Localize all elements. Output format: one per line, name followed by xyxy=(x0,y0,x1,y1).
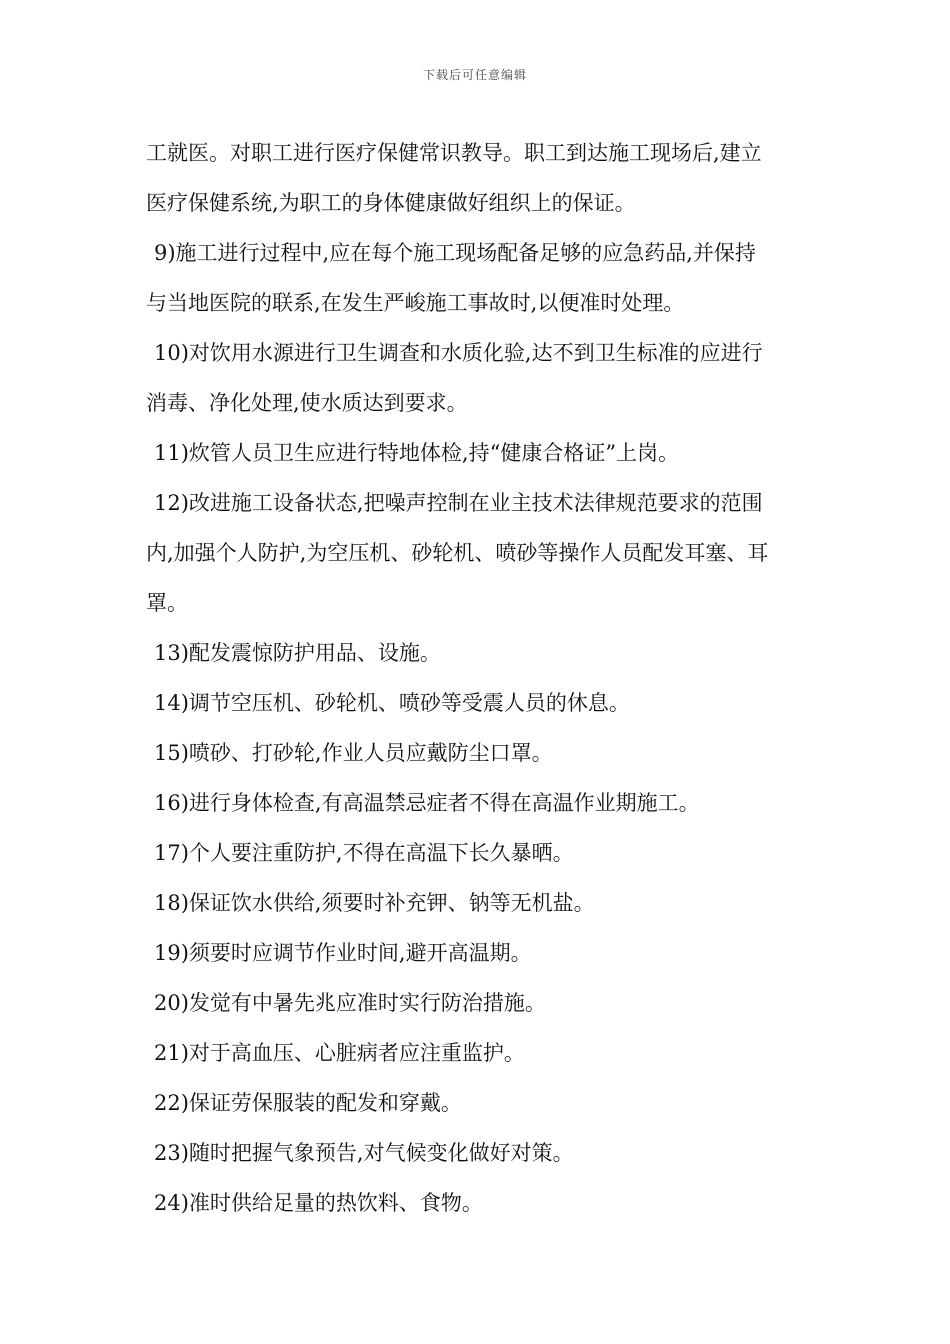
paragraph-line: 罩。 xyxy=(146,591,188,615)
paragraph-line: 10)对饮用水源进行卫生调查和水质化验,达不到卫生标准的应进行 xyxy=(154,341,763,365)
paragraph xyxy=(146,878,816,928)
paragraph xyxy=(146,928,816,978)
paragraph-line: 13)配发震惊防护用品、设施。 xyxy=(154,641,441,665)
paragraph xyxy=(146,828,816,878)
paragraph-line: 21)对于高血压、心脏病者应注重监护。 xyxy=(154,1041,525,1065)
paragraph-line: 19)须要时应调节作业时间,避开高温期。 xyxy=(154,941,532,965)
paragraph xyxy=(146,478,816,528)
paragraph-line: 内,加强个人防护,为空压机、砂轮机、喷砂等操作人员配发耳塞、耳 xyxy=(146,541,769,565)
paragraph xyxy=(146,1028,816,1078)
paragraph-line: 医疗保健系统,为职工的身体健康做好组织上的保证。 xyxy=(146,191,636,215)
paragraph-line: 11)炊管人员卫生应进行特地体检,持“健康合格证”上岗。 xyxy=(154,441,680,465)
paragraph xyxy=(146,378,816,428)
paragraph-line: 20)发觉有中暑先兆应准时实行防治措施。 xyxy=(154,991,546,1015)
paragraph xyxy=(146,728,816,778)
paragraph xyxy=(146,1078,816,1128)
paragraph-line: 23)随时把握气象预告,对气候变化做好对策。 xyxy=(154,1141,574,1165)
page-header: 下载后可任意编辑 xyxy=(422,68,527,82)
paragraph-line: 与当地医院的联系,在发生严峻施工事故时,以便准时处理。 xyxy=(146,291,685,315)
paragraph-line: 工就医。对职工进行医疗保健常识教导。职工到达施工现场后,建立 xyxy=(146,141,762,165)
paragraph-line: 9)施工进行过程中,应在每个施工现场配备足够的应急药品,并保持 xyxy=(154,241,756,265)
paragraph xyxy=(146,128,816,228)
paragraph xyxy=(146,228,816,278)
document-body xyxy=(146,128,816,1228)
paragraph-line: 22)保证劳保服装的配发和穿戴。 xyxy=(154,1091,462,1115)
paragraph xyxy=(146,778,816,828)
paragraph-line: 14)调节空压机、砂轮机、喷砂等受震人员的休息。 xyxy=(154,691,630,715)
paragraph xyxy=(146,328,816,378)
paragraph-line: 17)个人要注重防护,不得在高温下长久暴晒。 xyxy=(154,841,574,865)
paragraph-line: 18)保证饮水供给,须要时补充钾、钠等无机盐。 xyxy=(154,891,595,915)
paragraph-line: 16)进行身体检查,有高温禁忌症者不得在高温作业期施工。 xyxy=(154,791,700,815)
paragraph-line: 15)喷砂、打砂轮,作业人员应戴防尘口罩。 xyxy=(154,741,553,765)
paragraph-line: 24)准时供给足量的热饮料、食物。 xyxy=(154,1191,483,1215)
paragraph xyxy=(146,628,816,678)
paragraph-line: 消毒、净化处理,使水质达到要求。 xyxy=(146,391,468,415)
paragraph xyxy=(146,678,816,728)
paragraph xyxy=(146,978,816,1028)
paragraph xyxy=(146,428,816,478)
paragraph xyxy=(146,278,816,328)
paragraph xyxy=(146,528,816,628)
paragraph xyxy=(146,1178,816,1228)
paragraph xyxy=(146,1128,816,1178)
paragraph-line: 12)改进施工设备状态,把噪声控制在业主技术法律规范要求的范围 xyxy=(154,491,763,515)
